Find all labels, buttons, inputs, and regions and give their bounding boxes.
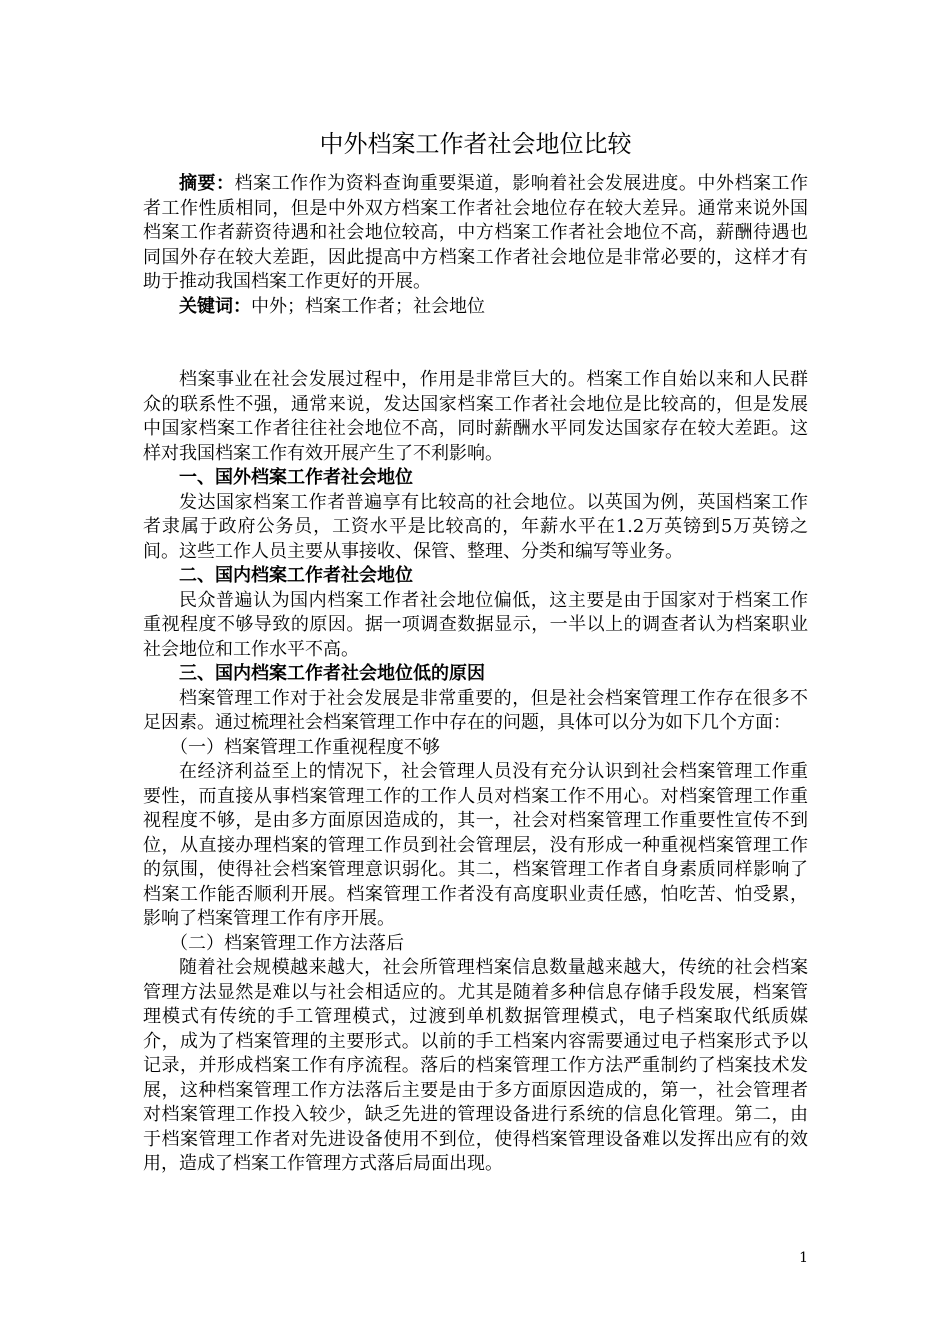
section-3-heading: 三、国内档案工作者社会地位低的原因 xyxy=(179,663,485,684)
page-number: 1 xyxy=(799,1250,808,1266)
section-1-heading: 一、国外档案工作者社会地位 xyxy=(179,467,413,488)
intro-paragraph: 档案事业在社会发展过程中，作用是非常巨大的。档案工作自始以来和人民群众的联系性不强，通常来说，发达国家档案工作者社会地位是比较高的，但是发展中国家档案工作者往往社会地位不高，同时薪酬水平同发达国家存在较大差距。这样对我国档案工作有效开展产生了不利影响。 xyxy=(143,369,808,464)
section-2-paragraph: 民众普遍认为国内档案工作者社会地位偏低，这主要是由于国家对于档案工作重视程度不够导致的原因。据一项调查数据显示，一半以上的调查者认为档案职业社会地位和工作水平不高。 xyxy=(143,589,808,660)
subsection-1-paragraph: 在经济利益至上的情况下，社会管理人员没有充分认识到社会档案管理工作重要性，而直接从事档案管理工作的工作人员对档案工作不用心。对档案管理工作重视程度不够，是由多方面原因造成的，其一，社会对档案管理工作重要性宣传不到位，从直接办理档案的管理工作员到社会管理层，没有形成一种重视档案管理工作的氛围，使得社会档案管理意识弱化。其二，档案管理工作者自身素质同样影响了档案工作能否顺利开展。档案管理工作者没有高度职业责任感，怕吃苦、怕受累，影响了档案管理工作有序开展。 xyxy=(143,761,808,929)
subsection-2-paragraph: 随着社会规模越来越大，社会所管理档案信息数量越来越大，传统的社会档案管理方法显然是难以与社会相适应的。尤其是随着多种信息存储手段发展，档案管理模式有传统的手工管理模式，过渡到单机数据管理模式，电子档案取代纸质媒介，成为了档案管理的主要形式。以前的手工档案内容需要通过电子档案形式予以记录，并形成档案工作有序流程。落后的档案管理工作方法严重制约了档案技术发展，这种档案管理工作方法落后主要是由于多方面原因造成的，第一，社会管理者对档案管理工作投入较少，缺乏先进的管理设备进行系统的信息化管理。第二，由于档案管理工作者对先进设备使用不到位，使得档案管理设备难以发挥出应有的效用，造成了档案工作管理方式落后局面出现。 xyxy=(143,957,808,1174)
subsection-1-heading: （一）档案管理工作重视程度不够 xyxy=(170,736,440,758)
document-title: 中外档案工作者社会地位比较 xyxy=(319,130,632,158)
blank-space xyxy=(143,319,808,368)
abstract-paragraph xyxy=(143,172,808,295)
section-3-paragraph: 档案管理工作对于社会发展是非常重要的，但是社会档案管理工作存在很多不足因素。通过梳理社会档案管理工作中存在的问题，具体可以分为如下几个方面： xyxy=(143,687,808,733)
section-1-paragraph: 发达国家档案工作者普遍享有比较高的社会地位。以英国为例，英国档案工作者隶属于政府公务员，工资水平是比较高的，年薪水平在1.2万英镑到5万英镑之间。这些工作人员主要从事接收、保管、整理、分类和编写等业务。 xyxy=(143,491,808,562)
subsection-2-heading: （二）档案管理工作方法落后 xyxy=(170,932,404,954)
abstract-text: 档案工作作为资料查询重要渠道，影响着社会发展进度。中外档案工作者工作性质相同，但是中外双方档案工作者社会地位存在较大差异。通常来说外国档案工作者薪资待遇和社会地位较高，中方档案工作者社会地位不高，薪酬待遇也同国外存在较大差距，因此提高中方档案工作者社会地位是非常必要的，这样才有助于推动我国档案工作更好的开展。 xyxy=(143,173,808,292)
keywords-label: 关键词： xyxy=(179,295,251,317)
keywords-paragraph xyxy=(143,295,808,320)
keywords-text: 中外；档案工作者；社会地位 xyxy=(251,295,485,317)
section-2-heading: 二、国内档案工作者社会地位 xyxy=(179,565,413,586)
document-body xyxy=(143,128,808,1177)
abstract-label: 摘要： xyxy=(179,173,235,194)
